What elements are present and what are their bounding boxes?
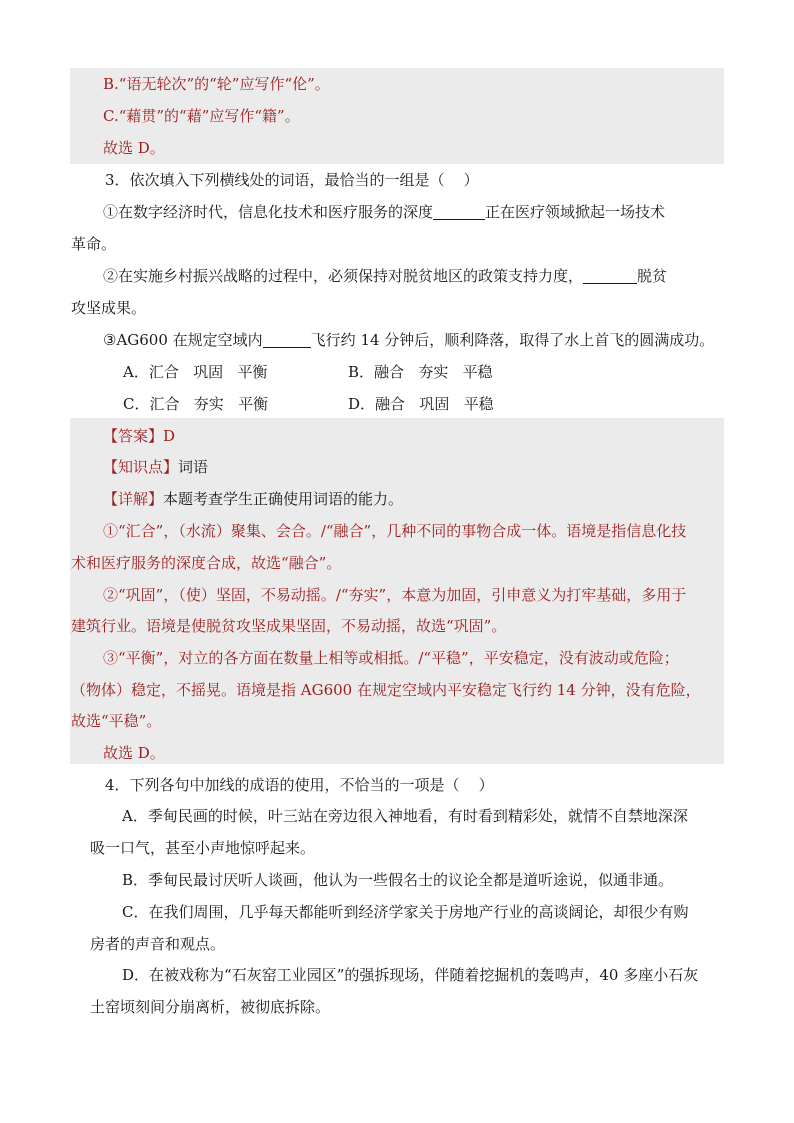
q3-knowledge-point: 【知识点】词语	[103, 458, 209, 476]
q3-option-c: C．汇合 夯实 平衡	[123, 395, 269, 413]
q4-option-a: A．季甸民画的时候，叶三站在旁边很入神地看，有时看到精彩处，就情不自禁地深深	[122, 807, 688, 825]
q3-explain-1-cont: 术和医疗服务的深度合成，故选“融合”。	[71, 554, 342, 572]
q4-option-a-cont: 吸一口气，甚至小声地惊呼起来。	[90, 839, 316, 857]
q3-sentence-3: ③AG600 在规定空域内 飞行约 14 分钟后，顺利降落，取得了水上首飞的圆满成功。	[103, 331, 715, 349]
q4-stem: 4．下列各句中加线的成语的使用，不恰当的一项是（ ）	[105, 776, 494, 794]
q3-option-d: D．融合 巩固 平稳	[348, 395, 494, 413]
q3-explain-2-cont: 建筑行业。语境是使脱贫攻坚成果坚固，不易动摇，故选“巩固”。	[71, 617, 507, 635]
q4-option-c: C．在我们周围，几乎每天都能听到经济学家关于房地产行业的高谈阔论，却很少有购	[122, 903, 689, 921]
fill-blank	[433, 203, 485, 220]
q3-explain-3: ③“平衡”，对立的各方面在数量上相等或相抵。/“平稳”，平安稳定，没有波动或危险；	[103, 649, 679, 667]
q3-option-b: B．融合 夯实 平稳	[348, 363, 493, 381]
q2-choose: 故选 D。	[103, 139, 165, 157]
q4-option-d-cont: 土窑顷刻间分崩离析，被彻底拆除。	[90, 998, 331, 1016]
q3-option-a: A．汇合 巩固 平衡	[123, 363, 268, 381]
q3-sentence-2-cont: 攻坚成果。	[71, 299, 147, 317]
fill-blank	[583, 267, 637, 284]
q3-explain-3-cont2: 故选“平稳”。	[71, 712, 162, 730]
q3-answer: 【答案】D	[103, 427, 176, 445]
q4-option-b: B．季甸民最讨厌听人谈画，他认为一些假名士的议论全都是道听途说，似通非通。	[122, 871, 674, 889]
q3-sentence-2: ②在实施乡村振兴战略的过程中，必须保持对脱贫地区的政策支持力度， 脱贫	[103, 267, 668, 285]
q3-explain-2: ②“巩固”，（使）坚固，不易动摇。/“夯实”，本意为加固，引申意义为打牢基础，多用于	[103, 586, 687, 604]
q3-explain-3-cont: （物体）稳定，不摇晃。语境是指 AG600 在规定空域内平安稳定飞行约 14 分钟，没有危险，	[71, 681, 701, 699]
fill-blank	[263, 331, 311, 348]
q3-sentence-1-cont: 革命。	[71, 235, 117, 253]
q3-explain-1: ①“汇合”，（水流）聚集、会合。/“融合”，几种不同的事物合成一体。语境是指信息化技	[103, 522, 687, 540]
q4-option-d: D．在被戏称为“石灰窑工业园区”的强拆现场，伴随着挖掘机的轰鸣声，40 多座小石灰	[122, 966, 699, 984]
q2-explain-c: C.“藉贯”的“藉”应写作“籍”。	[103, 107, 300, 125]
q3-detail: 【详解】本题考查学生正确使用词语的能力。	[103, 490, 404, 508]
q3-stem: 3．依次填入下列横线处的词语，最恰当的一组是（ ）	[105, 171, 479, 189]
q3-choose: 故选 D。	[103, 744, 165, 762]
q2-explain-b: B.“语无轮次”的“轮”应写作“伦”。	[103, 75, 330, 93]
q3-sentence-1: ①在数字经济时代，信息化技术和医疗服务的深度 正在医疗领域掀起一场技术	[103, 203, 666, 221]
q4-option-c-cont: 房者的声音和观点。	[90, 935, 226, 953]
